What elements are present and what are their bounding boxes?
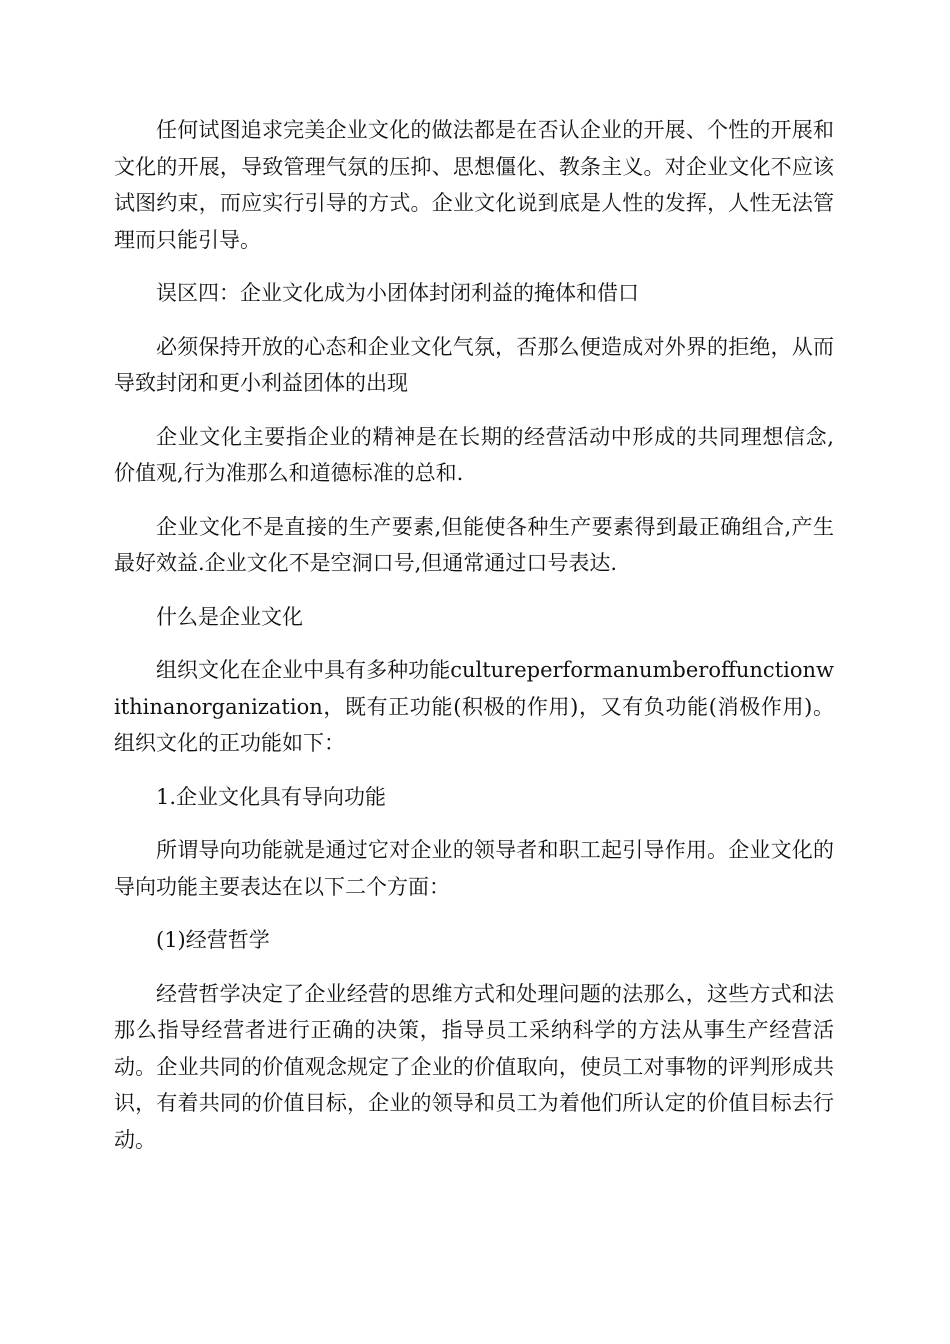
paragraph-organization-functions: 组织文化在企业中具有多种功能cultureperformanumberoffunctionwithinanorganization，既有正功能(积极的作用)，又有负功能(消极作用)。组织文化的正功能如下： bbox=[114, 658, 834, 755]
heading-business-philosophy: (1)经营哲学 bbox=[156, 928, 270, 952]
document-body bbox=[114, 112, 834, 1175]
paragraph-culture-definition: 企业文化主要指企业的精神是在长期的经营活动中形成的共同理想信念,价值观,行为准那么和道德标准的总和. bbox=[114, 424, 834, 485]
heading-what-is-culture: 什么是企业文化 bbox=[156, 604, 303, 629]
paragraph-open-mindset: 必须保持开放的心态和企业文化气氛，否那么便造成对外界的拒绝，从而导致封闭和更小利益团体的出现 bbox=[114, 334, 834, 395]
paragraph-guidance-explained: 所谓导向功能就是通过它对企业的领导者和职工起引导作用。企业文化的导向功能主要表达在以下二个方面： bbox=[114, 838, 834, 899]
paragraph-business-philosophy: 经营哲学决定了企业经营的思维方式和处理问题的法那么，这些方式和法那么指导经营者进行正确的决策，指导员工采纳科学的方法从事生产经营活动。企业共同的价值观念规定了企业的价值取向，使员工对事物的评判形成共识，有着共同的价值目标，企业的领导和员工为着他们所认定的价值目标去行动。 bbox=[114, 981, 834, 1152]
paragraph-production-factor: 企业文化不是直接的生产要素,但能使各种生产要素得到最正确组合,产生最好效益.企业文化不是空洞口号,但通常通过口号表达. bbox=[114, 514, 834, 575]
heading-guidance-function: 1.企业文化具有导向功能 bbox=[156, 784, 387, 809]
heading-misconception-four: 误区四：企业文化成为小团体封闭利益的掩体和借口 bbox=[156, 281, 639, 305]
paragraph-perfect-culture: 任何试图追求完美企业文化的做法都是在否认企业的开展、个性的开展和文化的开展，导致管理气氛的压抑、思想僵化、教条主义。对企业文化不应该试图约束，而应实行引导的方式。企业文化说到底是人性的发挥，人性无法管理而只能引导。 bbox=[114, 118, 834, 252]
